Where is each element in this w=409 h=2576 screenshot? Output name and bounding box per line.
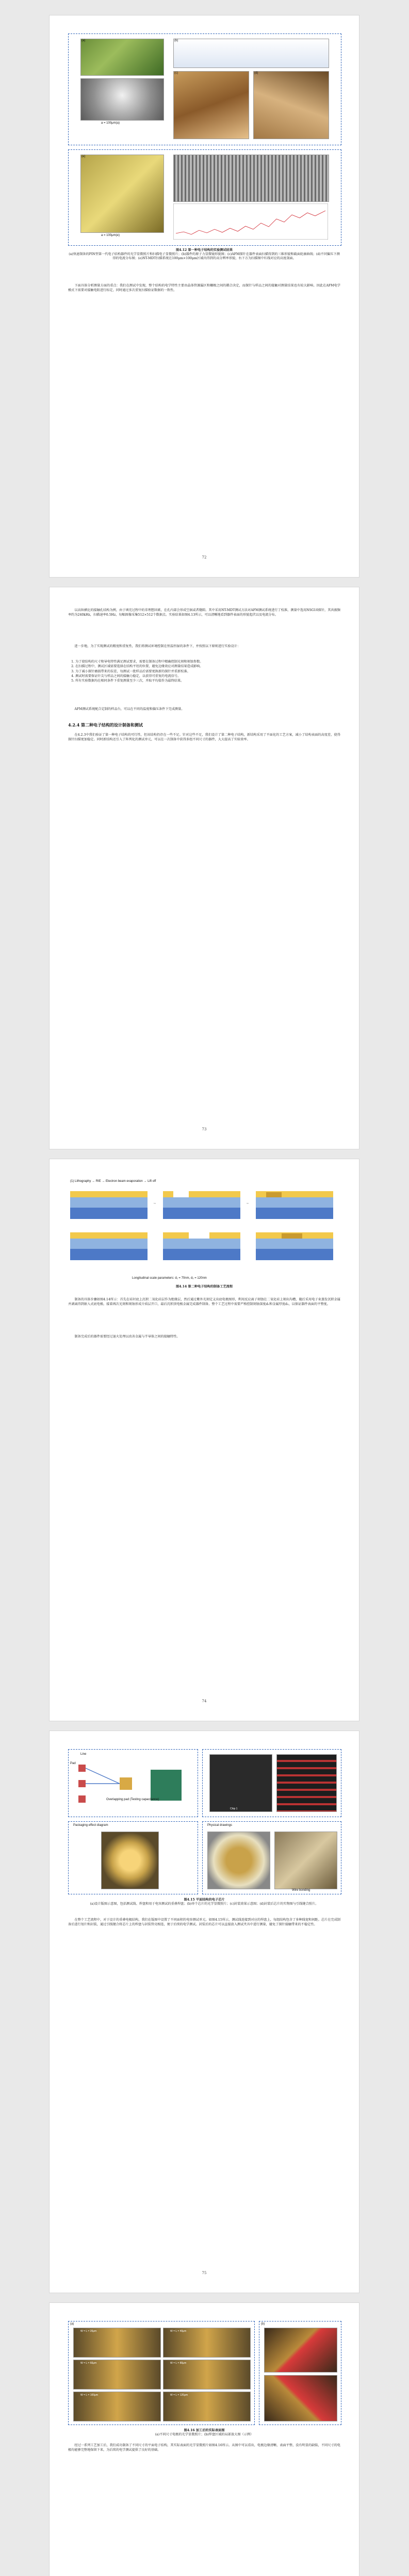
process-step [163,1191,240,1219]
size-label: W = L = 20μm [80,2330,97,2333]
chip-photo [209,1754,272,1812]
svg-text:→: → [153,1201,156,1205]
figure-4-16-caption [68,2429,340,2437]
page-76-body: 经过一系列工艺加工后，我们成功制备了不同尺寸的平面电子结构，其实际表面的光学显微照片如图4.16所示。从图中可以看出，电极边缘清晰，表面平整，没有明显的缺陷，不同尺寸的电极均能够完整地保留下来，为后续的电学测试提供了良好的基础。 [68,2444,340,2452]
page-73 [50,587,359,1149]
wire-bonding-photo [274,1832,337,1889]
figure-4-12-caption [68,248,340,260]
page-73-body-mid: 进一步地，为了实现测试的精度和重复性，我们将测试环境控制在恒温恒湿的条件下，并按照以下原则进行实验设计： [74,645,241,648]
packaging-effect-label: Packaging effect diagram [73,1824,108,1827]
overlapping-pad-label: Overlapping pad (Testing capacitance) [106,1798,159,1801]
svg-text:→: → [246,1201,249,1205]
page-number-74: 74 [202,1699,207,1703]
figure-4-15-caption-text: (a)设计版图示意图，包括测试线、焊盘和用于电容测试的重叠焊盘；(b)单个芯片的光学显微照片；(c)封装效果示意图；(d)封装后芯片的实物图与引线键合照片。 [90,1902,319,1906]
panel-label-b: (b) [261,2323,265,2326]
list-item: 1. 为了使结构的尺寸和导电特性满足测试要求，需要在制备过程中精确控制光刻和刻蚀参数。 [75,659,340,664]
scale-bar-label-e: a = 100μm(e) [101,234,120,237]
page-74 [50,1159,359,1721]
panel-label-a: (a) [70,2323,74,2326]
page-number-72: 72 [202,555,207,560]
page-73-body-bottom: 在4.2.3中我们验证了第一种电子结构的可行性，但该结构仍存在一些不足。针对这些不足，我们设计了第二种电子结构，新结构采用了平面化的工艺方案，减小了结构表面的高度差，使得探针扫描更加稳定。同时新结构还引入了阵列化的测试单元，可以在一次制备中获得多组不同尺寸的器件，大大提高了实验效率。 [68,733,340,742]
afm-map-d [253,71,329,139]
chip-pad-array [276,1754,337,1812]
page-73-body-top: 以高纵横比的接触孔结构为例，由于填充过程中的非理想因素，在孔内部会形成空洞或者缝隙。其中采用NT-MDT测试方法对AFM测试系统进行了校准，测量中选用NSG10探针，其共振频率约为240kHz，扫描速率0.5Hz，每幅图像采集512×512个数据点。实验结果如图4.13所示，可以清晰地看到器件表面的形貌起伏以及电流分布。 [68,608,340,617]
page-74-body-2: 制备完成后的器件需要经过退火处理以改善金属与半导体之间的接触特性。 [74,1335,180,1338]
sem-image-a [80,78,164,121]
wire-bonding-label: Wire bonding [292,1889,310,1892]
packaging-diagram [101,1832,159,1889]
size-label: W = L = 120μm [170,2394,188,2397]
page-73-body-after-list: AFM测试系统配合定制的样品台，可以在不同的温度和偏压条件下完成测量。 [74,707,185,711]
afm-scan-e [173,155,329,202]
packaged-chip-photo [207,1832,270,1889]
process-step [70,1191,148,1219]
page-76 [50,2303,359,2576]
panel-label-a: (a) [81,39,86,42]
pad-zoom-photo [264,2328,337,2372]
process-flow-label: (1) Lithography → RIE → Electron beam evaporation → Lift off [70,1180,156,1183]
height-profile-chart [173,204,328,240]
fabrication-process-diagram [70,1186,338,1274]
afm-map-c [173,71,249,139]
process-step [256,1191,333,1219]
size-label: W = L = 100μm [80,2394,99,2397]
figure-4-16-title: 图4.16 加工后的实际表面图 [184,2429,225,2432]
optical-image-e [80,155,164,233]
page-74-body: 制备的具体步骤如图4.14所示：首先在硅衬底上沉积二氧化硅层作为绝缘层，然后通过紫外光刻定义出底电极图形，利用反应离子刻蚀在二氧化硅上刻出沟槽，随后采用电子束蒸发沉积金属并剥离得到嵌入式底电极。接着再次光刻和刻蚀形成介质层开口，最后沉积顶电极金属完成器件制备。整个工艺过程中需要严格控制刻蚀深度d₁和金属厚度d₂，以保证器件表面的平整度。 [68,1298,340,1307]
figure-4-14-title: 图4.14 第二种电子结构的制备工艺流程 [175,1285,233,1289]
figure-4-12-title: 图4.12 第一种电子结构的实验测试结果 [175,248,233,252]
page-75 [50,1731,359,2293]
process-step [163,1232,240,1260]
process-step [70,1232,148,1260]
panel-label-e: (e) [81,155,86,158]
panel-label-d: (d) [254,72,258,75]
layout-schematic [73,1757,192,1814]
figure-4-15-title: 图4.15 平面结构的电子芯片 [184,1898,225,1902]
figure-4-15-caption [68,1898,340,1906]
device-schematic-b [173,39,329,68]
pad-label: Pad [70,1762,76,1765]
page-73-list [68,659,340,683]
scale-bar-label-a: a = 100μm(a) [101,122,120,125]
list-item: 4. 测试时需要保证针尖与样品之间的接触力稳定，以获得可重复的电流信号。 [75,674,340,679]
list-item: 3. 为了减小探针磨损带来的误差，每测试一批样品后需要更换新的探针并重新校准。 [75,669,340,674]
page-72-body: 下面具体分析测量方面的重点：我们在测试中发现，整个结构的电学特性主要由晶体管源漏区和栅极之间的耦合决定，而探针与样品之间的接触对测量结果也有较大影响。因此在AFM电学模式下需要对接触电阻进行标定，同时通过多次重复扫描验证数据的一致性。 [68,284,340,293]
page-72 [50,15,359,577]
physical-drawings-label: Physical drawings [207,1824,233,1827]
page-75-body: 在整个工艺流程中，对于设计的重叠电极结构，我们在版图中设置了不同面积的电容测试单元。如图4.15所示，测试线连接到对应的焊盘上，每组结构包含了多种线宽和间距。芯片在完成制备后进行划片和封装，通过引线键合将芯片上的焊盘与封装管壳相连，便于后续的电学测试。封装后的芯片可以直接放入测试夹具中进行测量，避免了探针接触带来的不稳定性。 [68,1918,340,1927]
list-item: 5. 所有实验数据均在相同条件下重复测量至少三次，并取平均值作为最终结果。 [75,679,340,683]
size-label: W = L = 40μm [170,2330,187,2333]
list-item: 2. 在扫描过程中，测试区域需要选择在结构平坦的位置，避免边缘效应对测量结果造成影响。 [75,664,340,669]
optical-image-a [80,39,164,76]
longitudinal-scale-label: Longitudinal scale parameters: d₁ = 70nm, d₂ = 120nm [132,1277,207,1280]
figure-4-12-caption-text: (a)快速制备的PIN型第一代电子结构器件的光学显微照片和扫描电子显微照片；(b)器件的原子力显微镜形貌图；(c)AFM探针在器件表面扫描得到的三维形貌和截面轮廓曲线；(d)不同偏压下测得的电流分布图；(e)NT-MDT扫描系统在100μm×100μm区域内得到的高分辨率形貌，右下方为扫描图中红线对应的高度剖面。 [69,252,340,260]
line-label: Line [80,1753,87,1756]
page-number-75: 75 [202,2271,207,2275]
figure-4-16-caption-text: (a)不同尺寸电极的光学显微照片；(b)焊盘区域的局部放大图（示例） [155,2432,254,2436]
page-number-73: 73 [202,1127,207,1131]
section-heading-4-2-4: 4.2.4 第二种电子结构的设计制备和测试 [68,722,143,727]
panel-label-b: (b) [174,39,178,42]
pad-zoom-photo [264,2375,337,2421]
panel-label-c: (c) [174,72,178,75]
figure-4-14-caption [68,1285,340,1289]
chip-label: Chip 1 [230,1807,238,1810]
process-step [256,1232,333,1260]
size-label: W = L = 80μm [170,2362,187,2365]
size-label: W = L = 60μm [80,2362,97,2365]
